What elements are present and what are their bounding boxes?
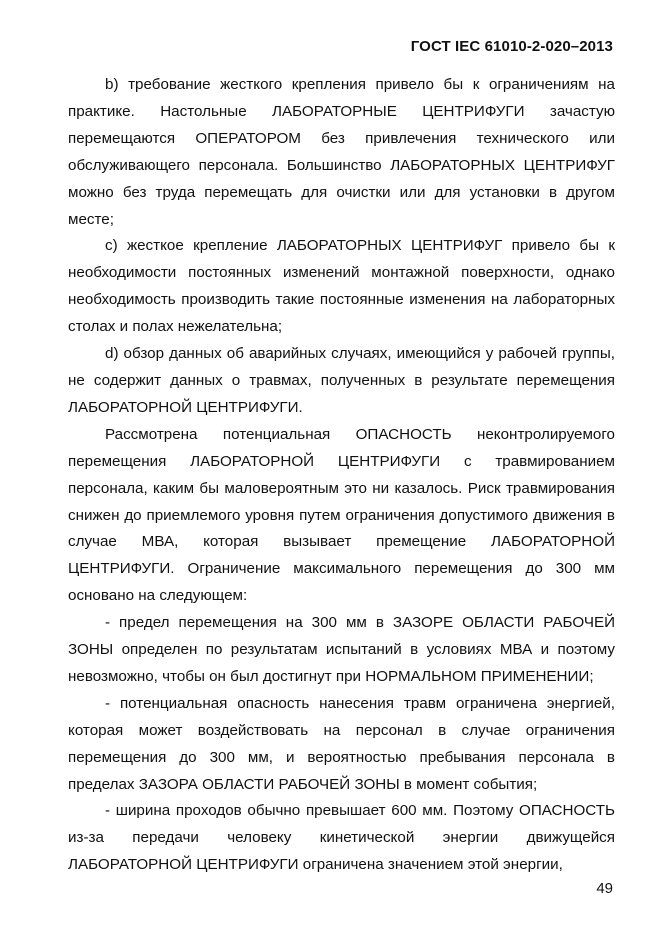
paragraph-risk-assessment: Рассмотрена потенциальная ОПАСНОСТЬ неконтролируемого перемещения ЛАБОРАТОРНОЙ ЦЕНТРИФУГИ с травмированием персонала, каким бы маловероятным это ни казалось. Риск травмирования снижен до приемлемого уровня путем ограничения допустимого движения в случае МВА, которая вызывает премещение ЛАБОРАТОРНОЙ ЦЕНТРИФУГИ. Ограничение максимального перемещения до 300 мм основано на следующем:	[68, 425, 615, 605]
paragraph-bullet-1: - предел перемещения на 300 мм в ЗАЗОРЕ ОБЛАСТИ РАБОЧЕЙ ЗОНЫ определен по результатам испытаний в условиях МВА и поэтому невозможно, чтобы он был достигнут при НОРМАЛЬНОМ ПРИМЕНЕНИИ;	[68, 614, 615, 685]
page-number: 49	[596, 880, 613, 897]
paragraph-bullet-3: - ширина проходов обычно превышает 600 мм. Поэтому ОПАСНОСТЬ из-за передачи человеку кинетической энергии движущейся ЛАБОРАТОРНОЙ ЦЕНТРИФУГИ ограничена значением этой энергии,	[68, 802, 615, 874]
document-header: ГОСТ IEC 61010-2-020–2013	[410, 38, 613, 55]
paragraph-item-c: c) жесткое крепление ЛАБОРАТОРНЫХ ЦЕНТРИФУГ привело бы к необходимости постоянных изменений монтажной поверхности, однако необходимость производить такие постоянные изменения на лабораторных столах и полах нежелательна;	[68, 237, 615, 336]
paragraph-bullet-2: - потенциальная опасность нанесения травм ограничена энергией, которая может воздействовать на персонал в случае ограничения перемещения до 300 мм, и вероятностью пребывания персонала в пределах ЗАЗОРА ОБЛАСТИ РАБОЧЕЙ ЗОНЫ в момент события;	[68, 694, 615, 793]
paragraph-item-b: b) требование жесткого крепления привело бы к ограничениям на практике. Настольные ЛАБОРАТОРНЫЕ ЦЕНТРИФУГИ зачастую перемещаются ОПЕРАТОРОМ без привлечения технического или обслуживающего персонала. Большинство ЛАБОРАТОРНЫХ ЦЕНТРИФУГ можно без труда перемещать для очистки или для установки в другом месте;	[68, 76, 615, 228]
paragraph-item-d: d) обзор данных об аварийных случаях, имеющийся у рабочей группы, не содержит данных о травмах, полученных в результате перемещения ЛАБОРАТОРНОЙ ЦЕНТРИФУГИ.	[68, 345, 615, 416]
document-body	[68, 72, 615, 879]
